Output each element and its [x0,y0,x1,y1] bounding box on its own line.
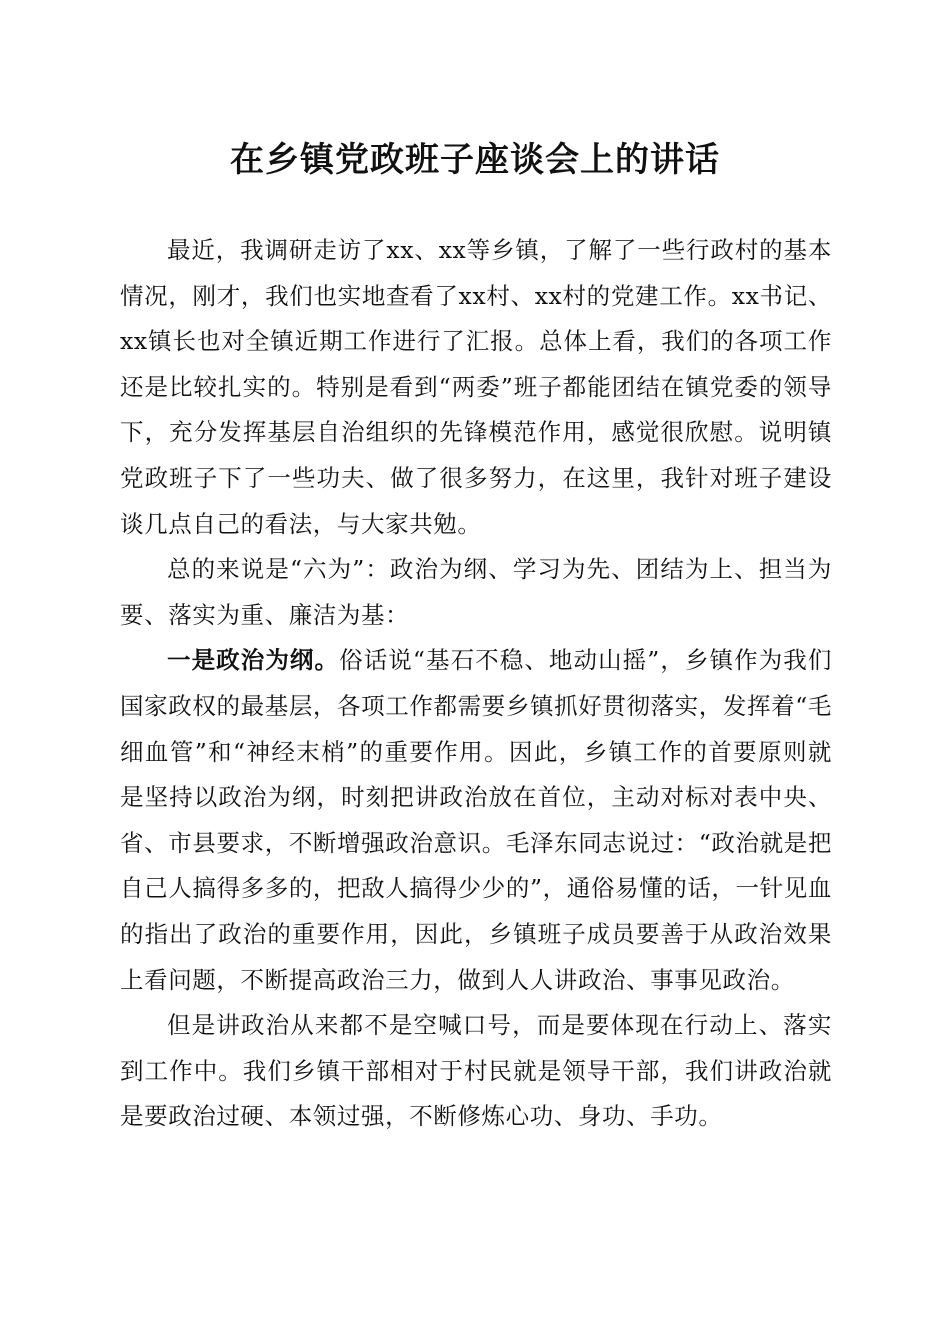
paragraph-point-one [120,638,832,1003]
paragraph-intro [120,228,832,547]
paragraph-lead-heading: 一是政治为纲。 [167,646,340,675]
paragraph-text: 但是讲政治从来都不是空喊口号，而是要体现在行动上、落实到工作中。我们乡镇干部相对于村民就是领导干部，我们讲政治就是要政治过硬、本领过强，不断修炼心功、身功、手功。 [120,1011,832,1131]
paragraph-text: 总的来说是“六为”：政治为纲、学习为先、团结为上、担当为要、落实为重、廉洁为基： [120,555,832,629]
document-body [120,228,832,1140]
paragraph-continuation [120,1003,832,1140]
paragraph-summary [120,547,832,638]
paragraph-text: 最近，我调研走访了xx、xx等乡镇，了解了一些行政村的基本情况，刚才，我们也实地查看了xx村、xx村的党建工作。xx书记、xx镇长也对全镇近期工作进行了汇报。总体上看，我们的各项工作还是比较扎实的。特别是看到“两委”班子都能团结在镇党委的领导下，充分发挥基层自治组织的先锋模范作用，感觉很欣慰。说明镇党政班子下了一些功夫、做了很多努力，在这里，我针对班子建设谈几点自己的看法，与大家共勉。 [120,236,832,538]
paragraph-text: 俗话说“基石不稳、地动山摇”，乡镇作为我们国家政权的最基层，各项工作都需要乡镇抓好贯彻落实，发挥着“毛细血管”和“神经末梢”的重要作用。因此，乡镇工作的首要原则就是坚持以政治为纲，时刻把讲政治放在首位，主动对标对表中央、省、市县要求，不断增强政治意识。毛泽东同志说过：“政治就是把自己人搞得多多的，把敌人搞得少少的”，通俗易懂的话，一针见血的指出了政治的重要作用，因此，乡镇班子成员要善于从政治效果上看问题，不断提高政治三力，做到人人讲政治、事事见政治。 [120,646,832,994]
document-title: 在乡镇党政班子座谈会上的讲话 [230,140,720,180]
